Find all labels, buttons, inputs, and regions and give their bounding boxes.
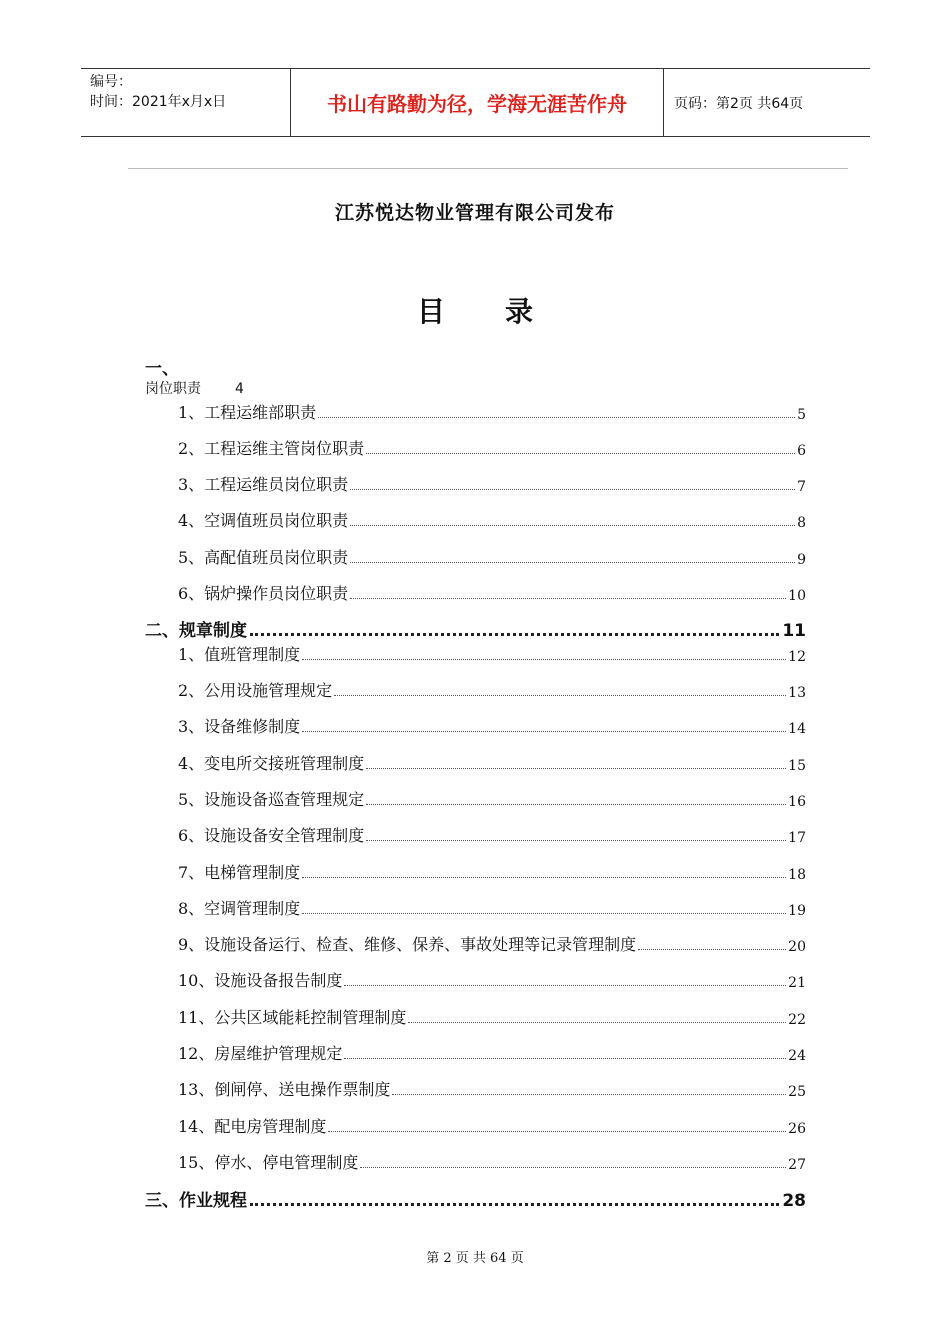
toc-entry-page: 16 — [788, 794, 806, 810]
section1-sub-label: 岗位职责 — [145, 381, 201, 397]
header-divider — [128, 168, 848, 169]
toc-leader — [638, 949, 786, 950]
toc-title — [0, 290, 950, 330]
toc-entry[interactable] — [178, 824, 806, 846]
toc-entry-page: 19 — [788, 903, 806, 919]
toc-entry[interactable] — [178, 1078, 806, 1100]
toc-section2[interactable] — [145, 617, 806, 641]
toc-leader — [360, 1167, 786, 1168]
toc-leader — [328, 1131, 786, 1132]
toc-entry[interactable] — [178, 969, 806, 991]
toc-entry-label: 11、公共区域能耗控制管理制度 — [178, 1008, 407, 1027]
toc-entry[interactable] — [178, 437, 806, 459]
header-number-label: 编号： — [90, 74, 132, 90]
toc-entry-label: 4、变电所交接班管理制度 — [178, 754, 365, 773]
toc-entry[interactable] — [178, 861, 806, 883]
toc-leader — [302, 877, 786, 878]
toc-section-page: 28 — [782, 1191, 806, 1211]
toc-entry-label: 14、配电房管理制度 — [178, 1117, 327, 1136]
toc-entry[interactable] — [178, 1006, 806, 1028]
section1-sub-page: 4 — [235, 381, 244, 397]
toc-entry[interactable] — [178, 933, 806, 955]
toc-entry-label: 5、高配值班员岗位职责 — [178, 548, 349, 567]
toc-section-page: 11 — [782, 621, 806, 641]
toc-entry-label: 7、电梯管理制度 — [178, 863, 301, 882]
toc-entry-label: 1、值班管理制度 — [178, 645, 301, 664]
header-table — [81, 68, 870, 137]
toc-entry-label: 2、公用设施管理规定 — [178, 681, 333, 700]
toc-entry-page: 22 — [788, 1012, 806, 1028]
toc-entry-label: 4、空调值班员岗位职责 — [178, 511, 349, 530]
toc-entry[interactable] — [178, 788, 806, 810]
toc-entry-label: 3、设备维修制度 — [178, 717, 301, 736]
toc-entry-page: 27 — [788, 1157, 806, 1173]
header-date-label: 时间：2021年x月x日 — [90, 94, 227, 110]
section1-heading[interactable]: 一、 — [145, 359, 179, 379]
toc-entry-label: 9、设施设备运行、检查、维修、保养、事故处理等记录管理制度 — [178, 935, 637, 954]
toc-entry[interactable] — [178, 897, 806, 919]
toc-leader — [318, 417, 795, 418]
toc-entry[interactable] — [178, 582, 806, 604]
toc-entry-label: 12、房屋维护管理规定 — [178, 1044, 343, 1063]
section1-subheading[interactable] — [145, 378, 244, 398]
toc-entry-label: 5、设施设备巡查管理规定 — [178, 790, 365, 809]
toc-entry[interactable] — [178, 509, 806, 531]
toc-leader — [408, 1022, 786, 1023]
toc-leader — [350, 525, 795, 526]
toc-leader — [350, 489, 795, 490]
toc-entry[interactable] — [178, 546, 806, 568]
toc-entry-page: 6 — [797, 443, 806, 459]
publisher-title: 江苏悦达物业管理有限公司发布 — [334, 202, 615, 224]
toc-entry[interactable] — [178, 715, 806, 737]
toc-section3[interactable] — [145, 1187, 806, 1211]
toc-entry-label: 6、设施设备安全管理制度 — [178, 826, 365, 845]
toc-entry[interactable] — [178, 1151, 806, 1173]
page-footer: 第 2 页 共 64 页 — [426, 1251, 524, 1266]
header-motto: 书山有路勤为径，学海无涯苦作舟 — [291, 69, 664, 136]
toc-leader — [366, 453, 795, 454]
toc-entry-page: 8 — [797, 515, 806, 531]
toc-leader — [350, 598, 786, 599]
toc-leader — [302, 659, 786, 660]
toc-leader — [344, 1058, 786, 1059]
toc-leader — [344, 985, 786, 986]
toc-entry-label: 10、设施设备报告制度 — [178, 971, 343, 990]
toc-leader — [302, 731, 786, 732]
toc-entry-page: 26 — [788, 1121, 806, 1137]
toc-entry-label: 6、锅炉操作员岗位职责 — [178, 584, 349, 603]
toc-entry[interactable] — [178, 401, 806, 423]
header-meta-cell — [81, 69, 291, 136]
toc-entry-page: 18 — [788, 867, 806, 883]
toc-entry[interactable] — [178, 679, 806, 701]
toc-entry-label: 8、空调管理制度 — [178, 899, 301, 918]
toc-title-char-2: 录 — [505, 295, 534, 328]
toc-entry[interactable] — [178, 643, 806, 665]
toc-entry-label: 15、停水、停电管理制度 — [178, 1153, 359, 1172]
toc-section-label: 二、规章制度 — [145, 621, 247, 641]
toc-leader — [366, 768, 786, 769]
toc-entry-page: 24 — [788, 1048, 806, 1064]
toc-entry[interactable] — [178, 473, 806, 495]
header-page-label: 页码：第2页 共64页 — [674, 95, 804, 112]
toc-leader — [366, 840, 786, 841]
toc-leader — [250, 1203, 779, 1206]
toc-entry[interactable] — [178, 752, 806, 774]
toc-entry-page: 5 — [797, 407, 806, 423]
toc-entry-label: 3、工程运维员岗位职责 — [178, 475, 349, 494]
toc-leader — [334, 695, 786, 696]
toc-entry[interactable] — [178, 1115, 806, 1137]
toc-leader — [366, 804, 786, 805]
toc-title-char-1: 目 — [416, 295, 445, 328]
toc-entry-label: 1、工程运维部职责 — [178, 403, 317, 422]
toc-entry-page: 17 — [788, 830, 806, 846]
toc-section-label: 三、作业规程 — [145, 1191, 247, 1211]
toc-entry-page: 12 — [788, 649, 806, 665]
toc-entry-label: 2、工程运维主管岗位职责 — [178, 439, 365, 458]
toc-entry-page: 20 — [788, 939, 806, 955]
toc-entry-page: 14 — [788, 721, 806, 737]
toc-leader — [250, 633, 779, 636]
toc-leader — [302, 913, 786, 914]
toc-leader — [350, 562, 795, 563]
toc-entry-page: 13 — [788, 685, 806, 701]
toc-entry[interactable] — [178, 1042, 806, 1064]
toc-entry-page: 21 — [788, 975, 806, 991]
toc-leader — [392, 1094, 786, 1095]
toc-entry-label: 13、倒闸停、送电操作票制度 — [178, 1080, 391, 1099]
toc-entry-page: 7 — [797, 479, 806, 495]
toc-entry-page: 15 — [788, 758, 806, 774]
toc-entry-page: 25 — [788, 1084, 806, 1100]
toc-entry-page: 10 — [788, 588, 806, 604]
toc-entry-page: 9 — [797, 552, 806, 568]
